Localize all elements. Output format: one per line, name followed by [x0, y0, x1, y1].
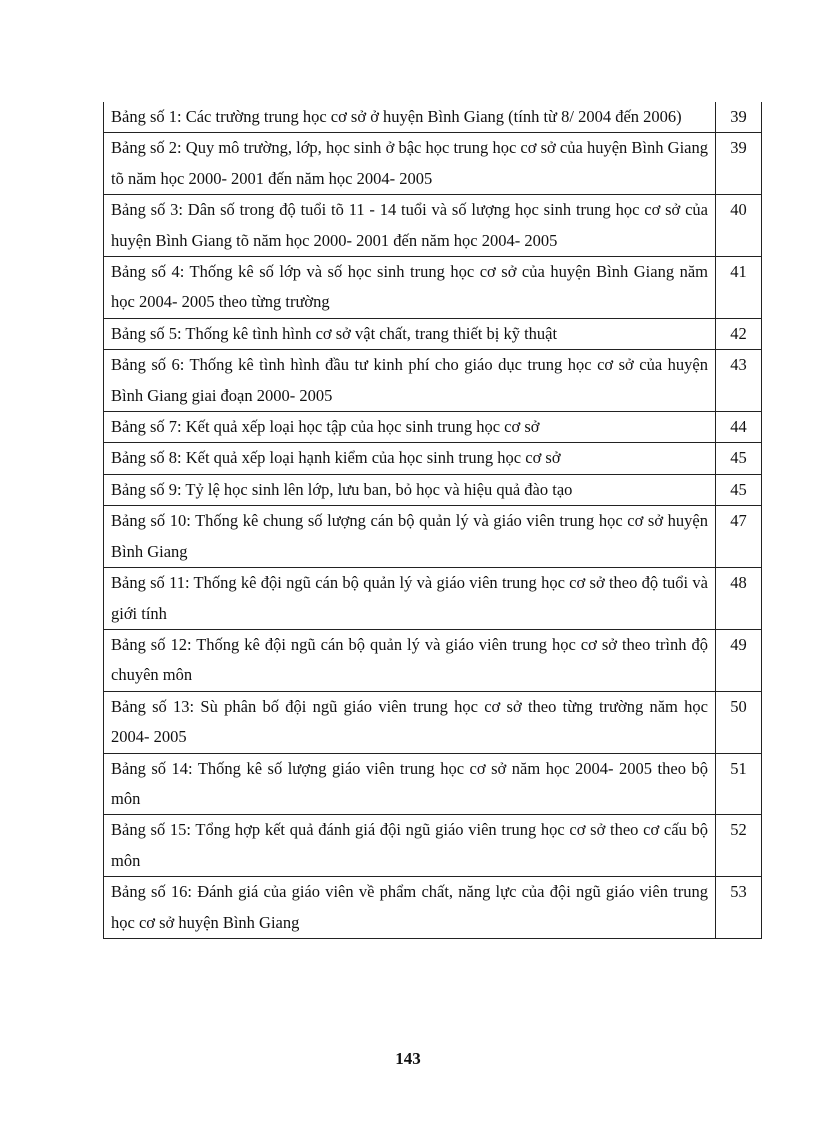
toc-entry-page: 44: [716, 412, 762, 443]
toc-entry-page: 53: [716, 877, 762, 939]
toc-entry-page: 48: [716, 568, 762, 630]
toc-entry-page: 52: [716, 815, 762, 877]
toc-entry-title: Bảng số 8: Kết quả xếp loại hạnh kiểm của học sinh trung học cơ sở: [104, 443, 716, 474]
toc-entry-page: 42: [716, 318, 762, 349]
toc-entry-title: Bảng số 16: Đánh giá của giáo viên về phẩm chất, năng lực của đội ngũ giáo viên trung học cơ sở huyện Bình Giang: [104, 877, 716, 939]
toc-entry-page: 45: [716, 443, 762, 474]
toc-entry-title: Bảng số 9: Tỷ lệ học sinh lên lớp, lưu ban, bỏ học và hiệu quả đào tạo: [104, 474, 716, 505]
toc-entry-page: 39: [716, 102, 762, 133]
toc-entry-title: Bảng số 15: Tổng hợp kết quả đánh giá đội ngũ giáo viên trung học cơ sở theo cơ cấu bộ môn: [104, 815, 716, 877]
toc-entry-title: Bảng số 7: Kết quả xếp loại học tập của học sinh trung học cơ sở: [104, 412, 716, 443]
table-row: [104, 877, 762, 939]
toc-entry-page: 49: [716, 629, 762, 691]
table-row: [104, 133, 762, 195]
toc-entry-title: Bảng số 4: Thống kê số lớp và số học sinh trung học cơ sở của huyện Bình Giang năm học 2004- 2005 theo từng trường: [104, 257, 716, 319]
table-row: [104, 443, 762, 474]
table-row: [104, 568, 762, 630]
page-number: 143: [395, 1049, 421, 1068]
toc-entry-page: 40: [716, 195, 762, 257]
toc-entry-page: 47: [716, 506, 762, 568]
toc-entry-page: 39: [716, 133, 762, 195]
toc-entry-title: Bảng số 1: Các trường trung học cơ sở ở huyện Bình Giang (tính từ 8/ 2004 đến 2006): [104, 102, 716, 133]
table-row: [104, 412, 762, 443]
toc-entry-page: 50: [716, 691, 762, 753]
table-row: [104, 815, 762, 877]
toc-entry-page: 43: [716, 350, 762, 412]
toc-body: [104, 102, 762, 938]
table-row: [104, 350, 762, 412]
table-row: [104, 257, 762, 319]
table-row: [104, 753, 762, 815]
table-row: [104, 474, 762, 505]
toc-entry-page: 41: [716, 257, 762, 319]
toc-entry-title: Bảng số 11: Thống kê đội ngũ cán bộ quản lý và giáo viên trung học cơ sở theo độ tuổi và giới tính: [104, 568, 716, 630]
table-row: [104, 195, 762, 257]
table-row: [104, 318, 762, 349]
toc-entry-page: 51: [716, 753, 762, 815]
table-row: [104, 102, 762, 133]
toc-entry-title: Bảng số 5: Thống kê tình hình cơ sở vật chất, trang thiết bị kỹ thuật: [104, 318, 716, 349]
toc-entry-title: Bảng số 6: Thống kê tình hình đầu tư kinh phí cho giáo dục trung học cơ sở của huyện Bình Giang giai đoạn 2000- 2005: [104, 350, 716, 412]
toc-entry-title: Bảng số 14: Thống kê số lượng giáo viên trung học cơ sở năm học 2004- 2005 theo bộ môn: [104, 753, 716, 815]
toc-entry-title: Bảng số 3: Dân số trong độ tuổi tõ 11 - 14 tuổi và số lượng học sinh trung học cơ sở của huyện Bình Giang tõ năm học 2000- 2001 đến năm học 2004- 2005: [104, 195, 716, 257]
toc-entry-title: Bảng số 10: Thống kê chung số lượng cán bộ quản lý và giáo viên trung học cơ sở huyện Bình Giang: [104, 506, 716, 568]
toc-entry-title: Bảng số 2: Quy mô trường, lớp, học sinh ở bậc học trung học cơ sở của huyện Bình Giang tõ năm học 2000- 2001 đến năm học 2004- 2005: [104, 133, 716, 195]
table-of-contents: [103, 102, 762, 939]
toc-entry-title: Bảng số 12: Thống kê đội ngũ cán bộ quản lý và giáo viên trung học cơ sở theo trình độ chuyên môn: [104, 629, 716, 691]
table-row: [104, 506, 762, 568]
toc-entry-title: Bảng số 13: Sù phân bố đội ngũ giáo viên trung học cơ sở theo từng trường năm học 2004- 2005: [104, 691, 716, 753]
table-row: [104, 691, 762, 753]
toc-entry-page: 45: [716, 474, 762, 505]
table-row: [104, 629, 762, 691]
